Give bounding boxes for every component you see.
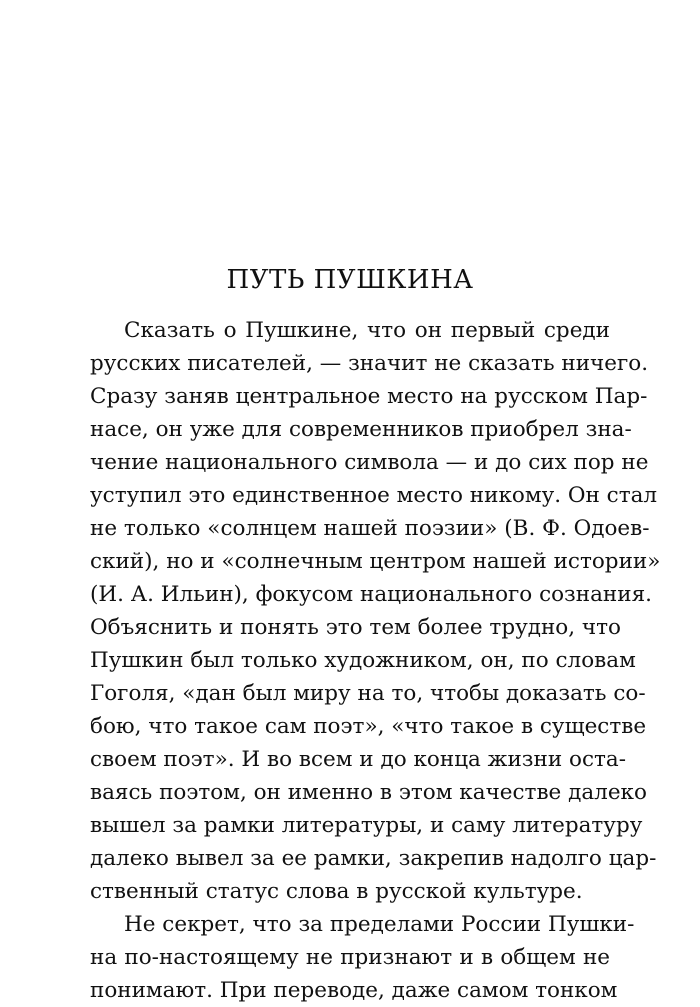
- text-line: понимают. При переводе, даже самом тонком: [90, 978, 618, 1003]
- text-line: бою, что такое сам поэт», «что такое в существе: [90, 714, 647, 739]
- text-line: насе, он уже для современников приобрел зна-: [90, 417, 632, 442]
- paragraph-2: [90, 908, 635, 1007]
- text-line: ваясь поэтом, он именно в этом качестве далеко: [90, 780, 647, 805]
- text-line: уступил это единственное место никому. Он стал: [90, 483, 658, 508]
- paragraph-1: [90, 314, 661, 908]
- text-line: (И. А. Ильин), фокусом национального сознания.: [90, 582, 652, 607]
- text-line: ственный статус слова в русской культуре.: [90, 879, 583, 904]
- text-line: Сразу заняв центральное место на русском Пар-: [90, 384, 648, 409]
- text-line: Не секрет, что за пределами России Пушки-: [124, 912, 635, 937]
- text-line: Сказать о Пушкине, что он первый среди: [124, 318, 610, 343]
- text-line: на по-настоящему не признают и в общем не: [90, 945, 610, 970]
- text-line: своем поэт». И во всем и до конца жизни оста-: [90, 747, 626, 772]
- chapter-title: ПУТЬ ПУШКИНА: [226, 265, 474, 295]
- text-line: чение национального символа — и до сих пор не: [90, 450, 649, 475]
- text-line: ский), но и «солнечным центром нашей истории»: [90, 549, 661, 574]
- text-line: Объяснить и понять это тем более трудно, что: [90, 615, 621, 640]
- text-line: Пушкин был только художником, он, по словам: [90, 648, 636, 673]
- text-line: русских писателей, — значит не сказать ничего.: [90, 351, 649, 376]
- text-line: далеко вывел за ее рамки, закрепив надолго цар-: [90, 846, 657, 871]
- text-line: вышел за рамки литературы, и саму литературу: [90, 813, 643, 838]
- text-line: Гоголя, «дан был миру на то, чтобы доказать со-: [90, 681, 646, 706]
- text-line: не только «солнцем нашей поэзии» (В. Ф. Одоев-: [90, 516, 650, 541]
